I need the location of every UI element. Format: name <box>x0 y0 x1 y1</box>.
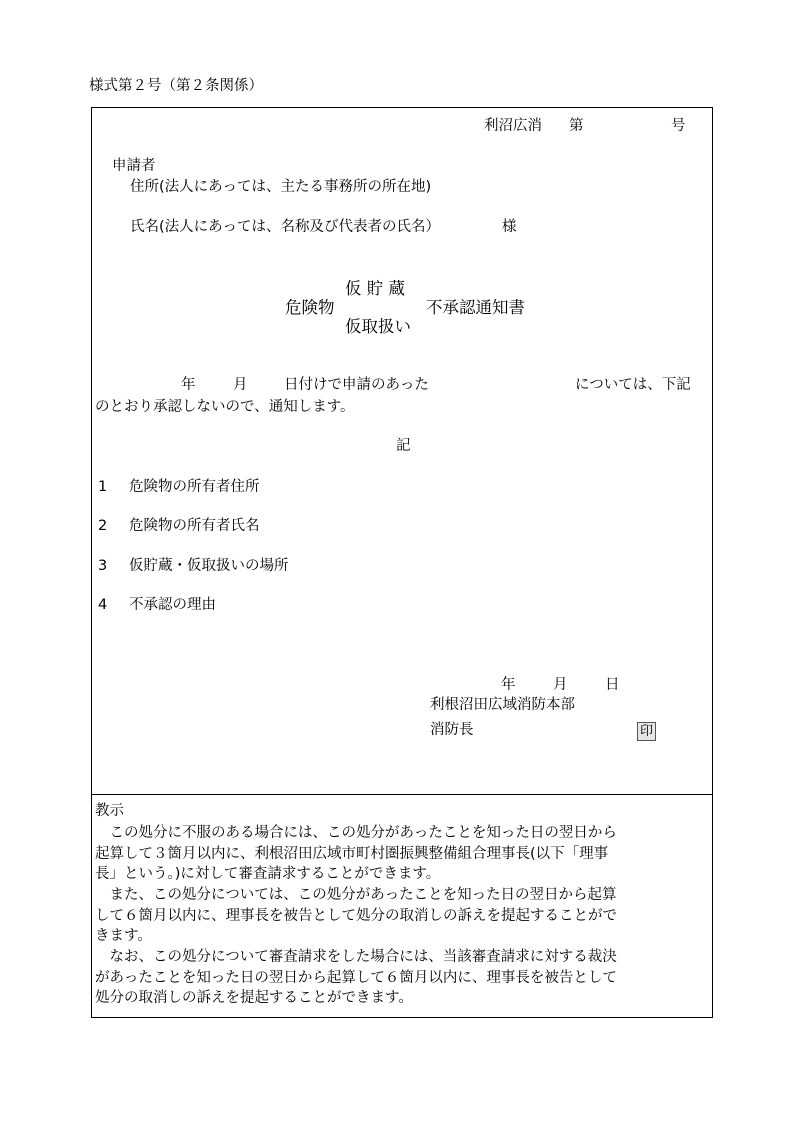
sign-year: 年 <box>501 677 516 693</box>
instruction-line: があったことを知った日の翌日から起算して６箇月以内に、理事長を被告として <box>95 970 617 986</box>
sign-org: 利根沼田広域消防本部 <box>430 697 575 713</box>
instruction-line: なお、この処分について審査請求をした場合には、当該審査請求に対する裁決 <box>95 949 617 965</box>
item-num: 2 <box>98 518 108 534</box>
item-num: 1 <box>98 479 108 495</box>
number-dai: 第 <box>569 118 584 134</box>
form-number: 様式第２号（第２条関係） <box>89 78 263 94</box>
instruction-divider <box>91 794 713 795</box>
ki-heading: 記 <box>396 438 411 454</box>
instruction-line: また、この処分については、この処分があったことを知った日の翌日から起算 <box>95 887 617 903</box>
title-notice: 不承認通知書 <box>426 298 525 317</box>
item-num: 4 <box>98 597 108 613</box>
instruction-line: 処分の取消しの訴えを提起することができます。 <box>95 990 413 1006</box>
sign-title: 消防長 <box>430 722 474 738</box>
instruction-line: 起算して３箇月以内に、利根沼田広域市町村圏振興整備組合理事長(以下「理事 <box>95 846 609 862</box>
seal-box: 印 <box>637 722 656 741</box>
item-num: 3 <box>98 558 108 574</box>
honorific-sama: 様 <box>502 219 517 235</box>
instruction-heading: 教示 <box>95 803 124 819</box>
body-regarding: については、下記 <box>575 377 691 393</box>
name-label: 氏名(法人にあっては、名称及び代表者の氏名） <box>130 219 441 235</box>
item-label: 不承認の理由 <box>129 597 216 613</box>
instruction-line: きます。 <box>95 928 152 944</box>
sign-day: 日 <box>605 677 620 693</box>
title-kari-chozo: 仮 貯 蔵 <box>345 279 405 298</box>
office-abbrev: 利沼広消 <box>484 118 542 134</box>
body-dated: 日付けで申請のあった <box>284 377 429 393</box>
item-label: 危険物の所有者氏名 <box>129 518 260 534</box>
applicant-label: 申請者 <box>112 158 156 174</box>
title-kari-toriatsukai: 仮取扱い <box>345 317 411 336</box>
instruction-line: して６箇月以内に、理事長を被告として処分の取消しの訴えを提起することがで <box>95 908 617 924</box>
sign-month: 月 <box>553 677 568 693</box>
number-gou: 号 <box>671 118 686 134</box>
instruction-line: 長」という。)に対して審査請求することができます。 <box>95 866 441 882</box>
item-label: 仮貯蔵・仮取扱いの場所 <box>129 558 289 574</box>
body-year: 年 <box>181 377 196 393</box>
instruction-line: この処分に不服のある場合には、この処分があったことを知った日の翌日から <box>95 825 617 841</box>
item-label: 危険物の所有者住所 <box>129 479 260 495</box>
body-line2: のとおり承認しないので、通知します。 <box>95 399 355 415</box>
body-month: 月 <box>233 377 248 393</box>
title-kikenbutsu: 危険物 <box>285 298 335 317</box>
address-label: 住所(法人にあっては、主たる事務所の所在地) <box>130 179 432 195</box>
